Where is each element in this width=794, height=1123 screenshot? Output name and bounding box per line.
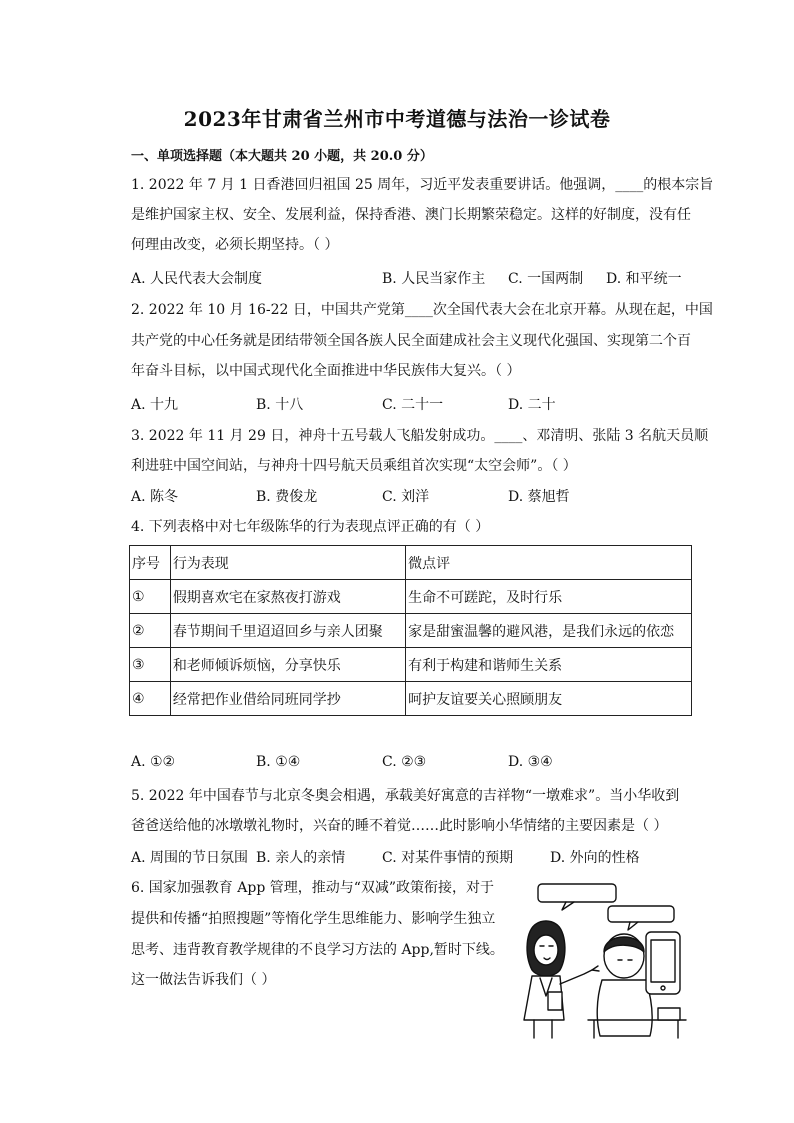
q4-option-c: C. ②③ [382, 754, 427, 770]
table-cell: 呵护友谊要关心照顾朋友 [406, 682, 692, 716]
table-row [130, 648, 692, 682]
section-heading: 一、单项选择题（本大题共 20 小题，共 20.0 分） [131, 149, 433, 164]
table-row [130, 614, 692, 648]
table-cell: 春节期间千里迢迢回乡与亲人团聚 [170, 614, 405, 648]
q1-option-a: A. 人民代表大会制度 [131, 271, 263, 287]
q1-option-b: B. 人民当家作主 [382, 271, 486, 287]
q6-line-3: 思考、违背教育教学规律的不良学习方法的 App,暂时下线。 [131, 942, 504, 958]
q2-option-c: C. 二十一 [382, 397, 444, 413]
table-cell: 经常把作业借给同班同学抄 [170, 682, 405, 716]
table-row [130, 682, 692, 716]
q2-line-1: 2. 2022 年 10 月 16-22 日，中国共产党第____次全国代表大会在北京开幕。从现在起，中国 [131, 302, 713, 318]
q4-option-d: D. ③④ [508, 754, 553, 770]
table-cell: ③ [130, 648, 171, 682]
q6-line-1: 6. 国家加强教育 App 管理，推动与“双减”政策衔接，对于 [131, 880, 495, 896]
table-cell: ① [130, 580, 171, 614]
q1-option-d: D. 和平统一 [606, 271, 682, 287]
table-cell: 假期喜欢宅在家熬夜打游戏 [170, 580, 405, 614]
q4-option-b: B. ①④ [256, 754, 301, 770]
q2-option-d: D. 二十 [508, 397, 556, 413]
q6-line-2: 提供和传播“拍照搜题”等惰化学生思维能力、影响学生独立 [131, 911, 496, 927]
q1-line-1: 1. 2022 年 7 月 1 日香港回归祖国 25 周年，习近平发表重要讲话。他强调，____的根本宗旨 [131, 177, 714, 193]
table-header-cell: 行为表现 [170, 546, 405, 580]
q2-option-b: B. 十八 [256, 397, 304, 413]
q5-option-d: D. 外向的性格 [550, 850, 640, 866]
table-cell: 生命不可蹉跎，及时行乐 [406, 580, 692, 614]
table-header-cell: 序号 [130, 546, 171, 580]
q5-option-c: C. 对某件事情的预期 [382, 850, 514, 866]
page-title: 2023年甘肃省兰州市中考道德与法治一诊试卷 [183, 107, 611, 131]
q3-option-a: A. 陈冬 [131, 489, 179, 505]
q2-option-a: A. 十九 [131, 397, 179, 413]
table-cell: 有利于构建和谐师生关系 [406, 648, 692, 682]
table-cell: 和老师倾诉烦恼，分享快乐 [170, 648, 405, 682]
q3-line-2: 利进驻中国空间站，与神舟十四号航天员乘组首次实现“太空会师”。（ ） [131, 458, 577, 474]
table-row [130, 580, 692, 614]
q3-option-d: D. 蔡旭哲 [508, 489, 570, 505]
table-cell: ④ [130, 682, 171, 716]
q1-option-c: C. 一国两制 [508, 271, 584, 287]
table-header-cell: 微点评 [406, 546, 692, 580]
q3-option-c: C. 刘洋 [382, 489, 430, 505]
q2-line-3: 年奋斗目标，以中国式现代化全面推进中华民族伟大复兴。（ ） [131, 363, 521, 379]
q4-option-a: A. ①② [131, 754, 176, 770]
q1-line-2: 是维护国家主权、安全、发展利益，保持香港、澳门长期繁荣稳定。这样的好制度，没有任 [131, 207, 691, 223]
q5-option-a: A. 周围的节日氛围 [131, 850, 249, 866]
table-cell: 家是甜蜜温馨的避风港，是我们永远的依恋 [406, 614, 692, 648]
q4-table [129, 545, 692, 716]
table-cell: ② [130, 614, 171, 648]
q4-stem: 4. 下列表格中对七年级陈华的行为表现点评正确的有（ ） [131, 519, 490, 535]
q5-line-1: 5. 2022 年中国春节与北京冬奥会相遇，承载美好寓意的吉祥物“一墩难求”。当小华收到 [131, 788, 680, 804]
q1-line-3: 何理由改变，必须长期坚持。（ ） [131, 237, 339, 253]
q5-option-b: B. 亲人的亲情 [256, 850, 346, 866]
q2-line-2: 共产党的中心任务就是团结带领全国各族人民全面建成社会主义现代化强国、实现第二个百 [131, 333, 691, 349]
cartoon-illustration [518, 880, 688, 1040]
q3-line-1: 3. 2022 年 11 月 29 日，神舟十五号载人飞船发射成功。____、邓清明、张陆 3 名航天员顺 [131, 428, 709, 444]
q5-line-2: 爸爸送给他的冰墩墩礼物时，兴奋的睡不着觉……此时影响小华情绪的主要因素是（ ） [131, 818, 668, 834]
q3-option-b: B. 费俊龙 [256, 489, 318, 505]
table-header-row [130, 546, 692, 580]
q6-line-4: 这一做法告诉我们（ ） [131, 972, 276, 988]
